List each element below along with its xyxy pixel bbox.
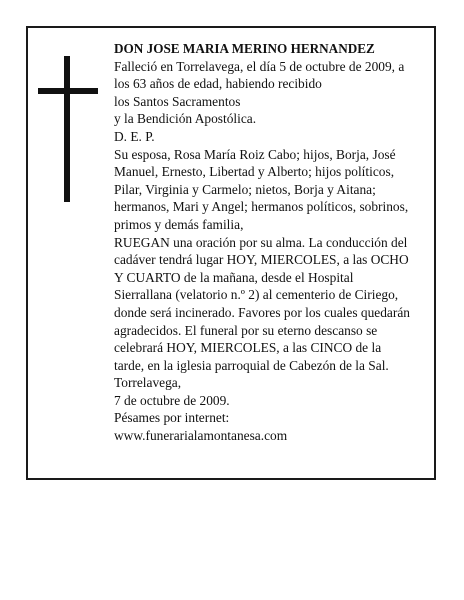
text-line: Su esposa, Rosa María Roiz Cabo; hijos, Borja, José (114, 146, 396, 162)
text-line: Pésames por internet: (114, 410, 230, 426)
cross-horizontal-bar (38, 88, 98, 94)
cross-vertical-bar (64, 56, 70, 202)
obituary-text (114, 40, 434, 445)
text-line: Pilar, Virginia y Carmelo; nietos, Borja y Aitana; (114, 181, 376, 197)
text-line: Y CUARTO de la mañana, desde el Hospital (114, 269, 354, 285)
text-line: RUEGAN una oración por su alma. La conducción del (114, 234, 408, 250)
deceased-name: DON JOSE MARIA MERINO HERNANDEZ (114, 41, 375, 56)
text-line: donde será incinerado. Favores por los cuales quedarán (114, 304, 410, 320)
text-line: y la Bendición Apostólica. (114, 111, 257, 127)
text-line: cadáver tendrá lugar HOY, MIERCOLES, a las OCHO (114, 252, 409, 268)
text-line: Falleció en Torrelavega, el día 5 de octubre de 2009, a (114, 58, 405, 74)
cross-icon (38, 56, 98, 202)
obituary-notice (26, 26, 436, 480)
text-line: primos y demás familia, (114, 216, 244, 232)
text-line: Torrelavega, (114, 375, 182, 391)
website-link[interactable]: www.funerarialamontanesa.com (114, 428, 288, 444)
text-line: los 63 años de edad, habiendo recibido (114, 76, 322, 92)
text-line: agradecidos. El funeral por su eterno descanso se (114, 322, 378, 338)
text-line: 7 de octubre de 2009. (114, 392, 230, 408)
text-line: Manuel, Ernesto, Libertad y Alberto; hijos políticos, (114, 164, 395, 180)
text-line: tarde, en la iglesia parroquial de Cabezón de la Sal. (114, 357, 389, 373)
text-line: celebrará HOY, MIERCOLES, a las CINCO de la (114, 340, 382, 356)
text-line: D. E. P. (114, 128, 155, 144)
text-line: los Santos Sacramentos (114, 93, 241, 109)
text-line: Sierrallana (velatorio n.º 2) al cementerio de Ciriego, (114, 287, 399, 303)
text-line: hermanos, Mari y Angel; hermanos políticos, sobrinos, (114, 199, 409, 215)
